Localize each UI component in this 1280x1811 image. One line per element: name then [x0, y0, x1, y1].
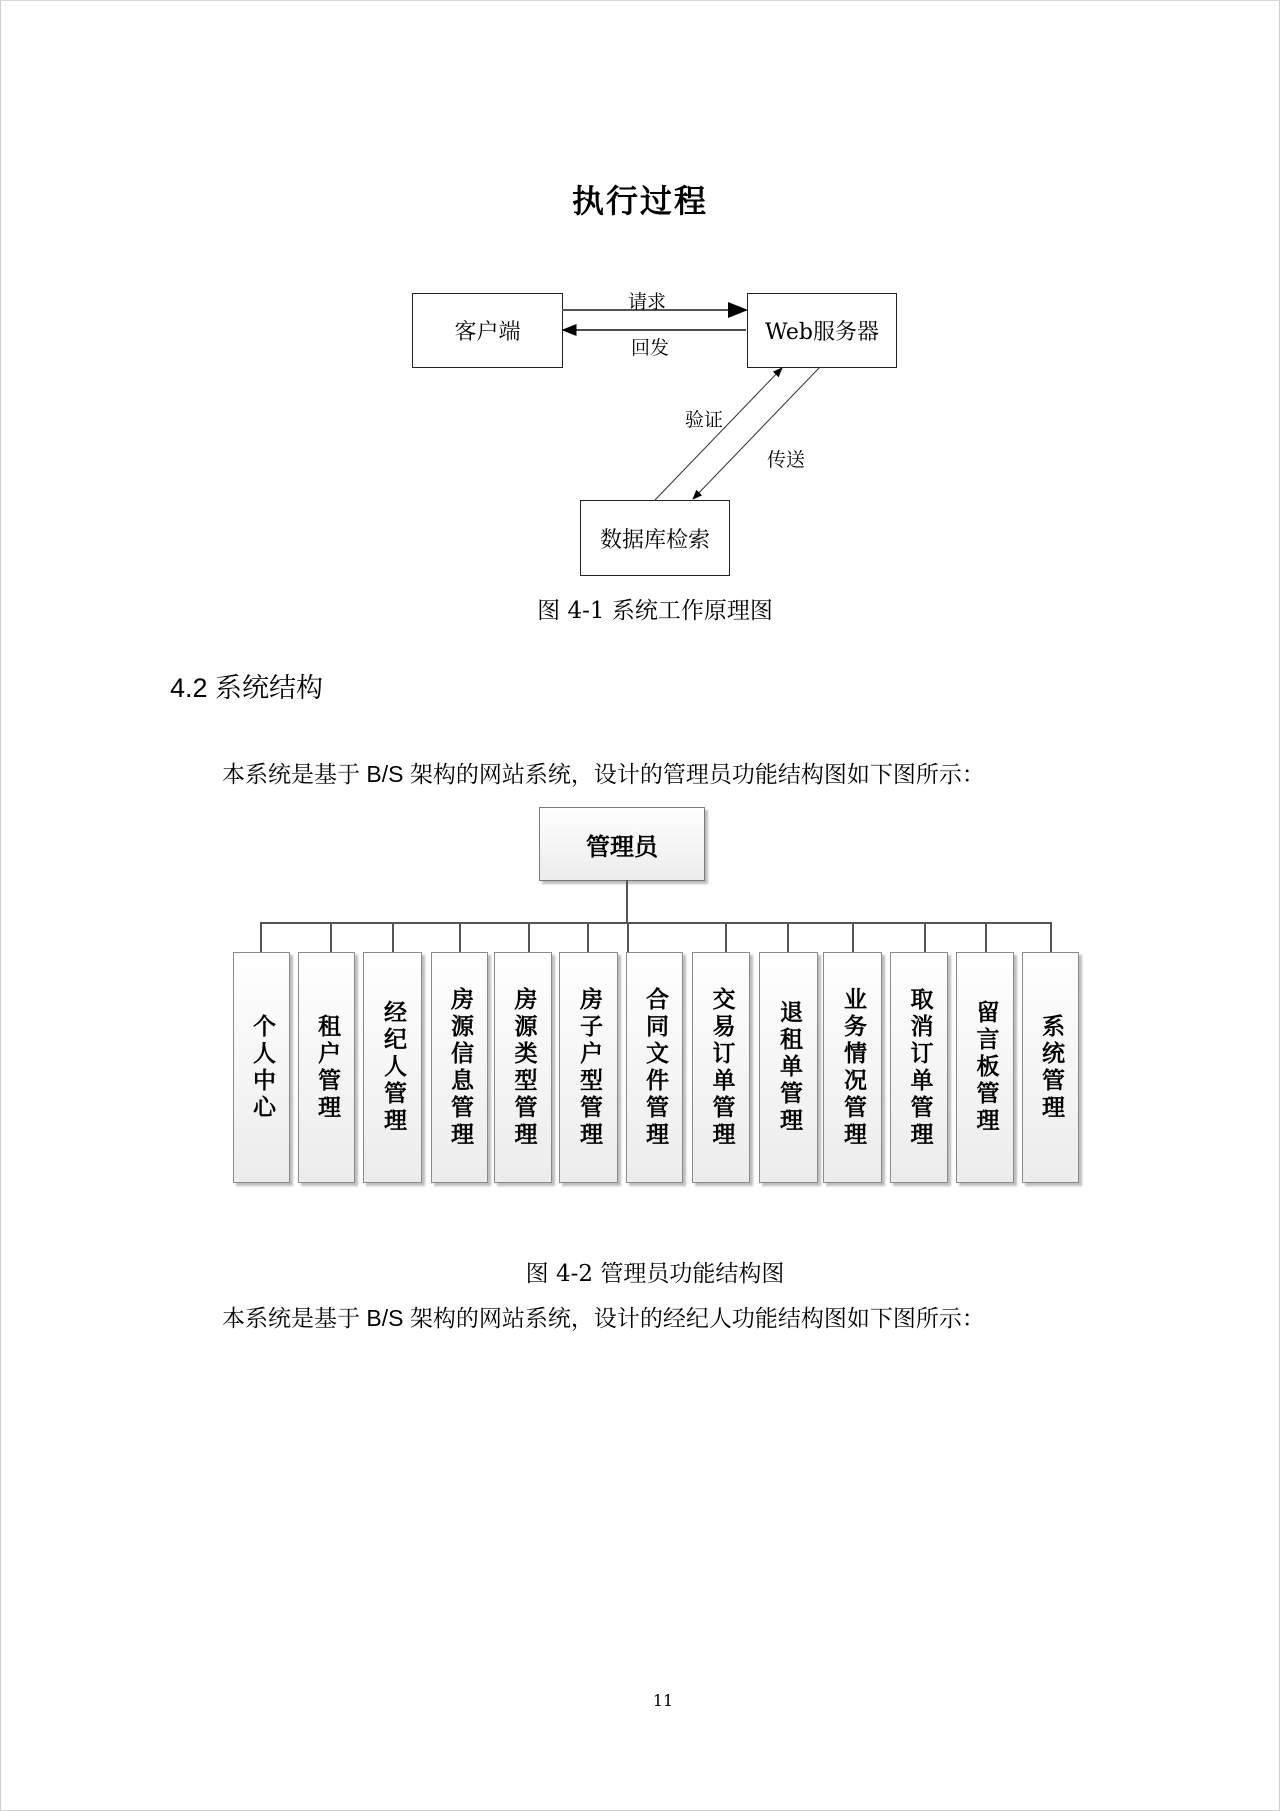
- org-child-connector: [587, 922, 589, 952]
- org-child-connector: [528, 922, 530, 952]
- page-number: 11: [652, 1691, 674, 1710]
- edge-label-reply: 回发: [631, 337, 670, 359]
- org-child-connector: [392, 922, 394, 952]
- org-child-label: 合同文件管理: [642, 986, 668, 1149]
- org-child-label: 经纪人管理: [380, 1000, 406, 1135]
- org-child-label: 个人中心: [249, 1013, 275, 1122]
- org-bus-line: [260, 922, 1051, 924]
- org-root-admin: [539, 807, 705, 881]
- org-child-label: 业务情况管理: [840, 986, 866, 1149]
- org-child-node: [431, 952, 488, 1183]
- edge-label-request: 请求: [628, 291, 667, 313]
- figure1-caption: 图 4-1 系统工作原理图: [537, 598, 773, 624]
- org-child-node: [956, 952, 1014, 1183]
- org-child-connector: [985, 922, 987, 952]
- org-child-label: 房子户型管理: [576, 986, 602, 1149]
- org-child-label: 房源类型管理: [510, 986, 537, 1149]
- org-child-node: [494, 952, 552, 1183]
- org-child-node: [626, 952, 683, 1183]
- diagram-heading: 执行过程: [571, 182, 708, 220]
- org-child-node: [1022, 952, 1079, 1183]
- verify-arrow: [655, 368, 782, 500]
- org-child-connector: [330, 922, 332, 952]
- org-child-node: [823, 952, 882, 1183]
- org-child-connector: [725, 922, 727, 952]
- org-child-node: [890, 952, 948, 1183]
- org-child-label: 交易订单管理: [708, 986, 735, 1149]
- org-child-connector: [260, 922, 262, 952]
- org-child-connector: [852, 922, 854, 952]
- node-client-label: 客户端: [454, 320, 521, 345]
- org-child-connector: [459, 922, 461, 952]
- org-child-node: [559, 952, 618, 1183]
- transmit-arrow: [693, 367, 820, 499]
- org-child-node: [233, 952, 290, 1183]
- org-child-label: 系统管理: [1038, 1013, 1064, 1122]
- org-child-label: 取消订单管理: [906, 986, 933, 1149]
- org-child-connector: [627, 922, 629, 952]
- paragraph-admin-intro: 本系统是基于 B/S 架构的网站系统，设计的管理员功能结构图如下图所示：: [222, 761, 985, 787]
- org-child-label: 房源信息管理: [447, 986, 473, 1149]
- org-child-label: 退租单管理: [776, 1000, 802, 1135]
- org-child-connector: [1050, 922, 1052, 952]
- org-child-node: [363, 952, 422, 1183]
- org-child-node: [759, 952, 818, 1183]
- section-heading: 4.2 系统结构: [170, 673, 324, 703]
- org-child-label: 租户管理: [314, 1013, 340, 1122]
- org-root-label: 管理员: [586, 832, 658, 861]
- org-child-connector: [924, 922, 926, 952]
- org-root-connector: [626, 880, 628, 923]
- edge-label-verify: 验证: [685, 409, 724, 431]
- org-child-node: [692, 952, 750, 1183]
- node-database-label: 数据库检索: [599, 527, 710, 553]
- edge-label-transmit: 传送: [767, 449, 806, 471]
- paragraph-agent-intro: 本系统是基于 B/S 架构的网站系统，设计的经纪人功能结构图如下图所示：: [222, 1305, 985, 1331]
- org-child-node: [298, 952, 355, 1183]
- node-web-server-label: Web服务器: [765, 320, 879, 345]
- org-child-connector: [787, 922, 789, 952]
- org-child-label: 留言板管理: [972, 1000, 999, 1135]
- figure2-caption: 图 4-2 管理员功能结构图: [525, 1261, 785, 1287]
